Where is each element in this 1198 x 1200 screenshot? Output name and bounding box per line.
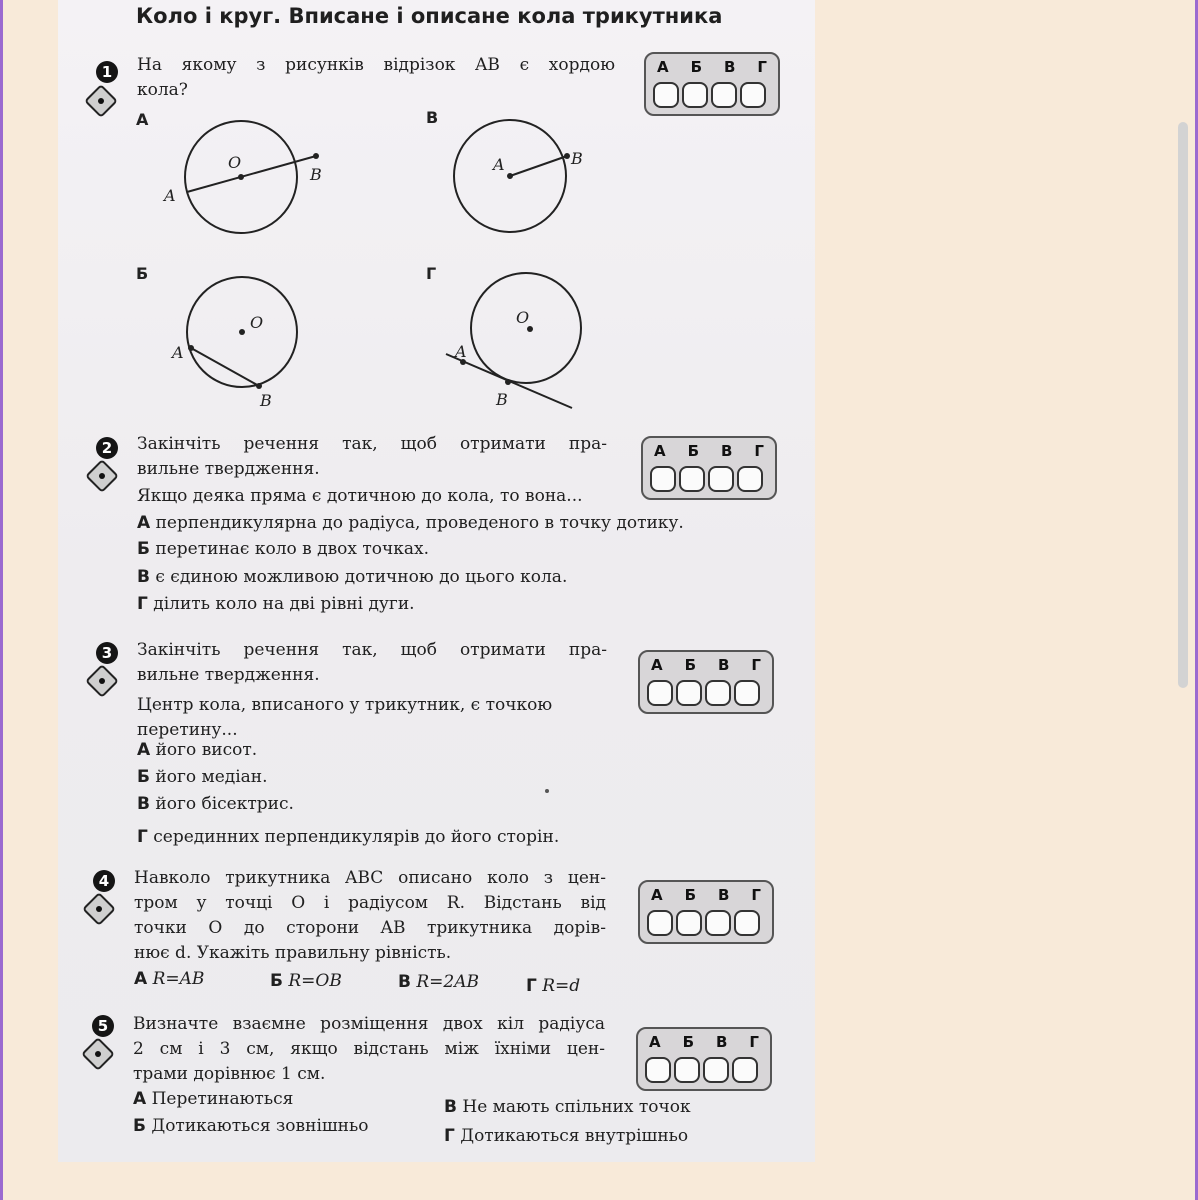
svg-text:B: B (310, 165, 322, 184)
svg-text:O: O (516, 308, 530, 327)
difficulty-diamond-icon (82, 892, 116, 926)
figure-label-g: Г (426, 264, 437, 283)
svg-text:A: A (493, 155, 505, 174)
print-speck (545, 789, 549, 793)
option-a[interactable]: А його висот. (137, 740, 258, 760)
answer-cell-v[interactable] (703, 1057, 729, 1083)
question-2-stem: Якщо деяка пряма є дотичною до кола, то вона... (137, 486, 583, 506)
answer-cell-v[interactable] (705, 680, 731, 706)
svg-text:A: A (164, 186, 176, 205)
option-v[interactable]: В R=2AB (398, 972, 480, 992)
question-4-text: Навколо трикутника ABC описано коло з цен- тром у точці O і радіусом R. Відстань від точки O до сторони AB трикутника дорів- нює d. Укажіть правильну рівність. (134, 868, 606, 963)
option-v[interactable]: В його бісектрис. (137, 794, 294, 814)
svg-text:A: A (172, 343, 184, 362)
window-border-left (0, 0, 3, 1200)
svg-text:B: B (260, 391, 272, 410)
textbook-page (58, 0, 815, 1162)
scrollbar-thumb[interactable] (1178, 122, 1188, 688)
answer-cell-v[interactable] (711, 82, 737, 108)
answer-cell-g[interactable] (734, 680, 760, 706)
option-g[interactable]: Г R=d (526, 976, 581, 996)
option-a[interactable]: А Перетинаються (133, 1089, 294, 1109)
figure-b-chord (162, 266, 352, 416)
answer-box-4: А Б В Г (638, 880, 774, 944)
figure-v-radius (443, 110, 623, 240)
option-b[interactable]: Б перетинає коло в двох точках. (137, 539, 430, 559)
answer-cell-b[interactable] (674, 1057, 700, 1083)
svg-text:A: A (455, 342, 467, 361)
option-v[interactable]: В Не мають спільних точок (444, 1097, 691, 1117)
question-number-2: 2 (96, 437, 118, 459)
option-g[interactable]: Г Дотикаються внутрішньо (444, 1126, 689, 1146)
difficulty-diamond-icon (85, 459, 119, 493)
answer-cell-b[interactable] (679, 466, 705, 492)
answer-cell-b[interactable] (676, 910, 702, 936)
difficulty-diamond-icon (81, 1037, 115, 1071)
question-1-text: На якому з рисунків відрізок AB є хордою кола? (137, 55, 615, 100)
question-number-4: 4 (93, 870, 115, 892)
answer-cell-a[interactable] (645, 1057, 671, 1083)
answer-cell-g[interactable] (734, 910, 760, 936)
question-2-text: Закінчіть речення так, щоб отримати пра- вильне твердження. (137, 434, 607, 479)
answer-cell-v[interactable] (708, 466, 734, 492)
question-3-stem: Центр кола, вписаного у трикутник, є точкою перетину... (137, 695, 553, 740)
answer-box-2: А Б В Г (641, 436, 777, 500)
svg-text:O: O (250, 313, 264, 332)
figure-label-v: В (426, 108, 439, 127)
answer-cell-a[interactable] (650, 466, 676, 492)
difficulty-diamond-icon (84, 84, 118, 118)
svg-text:B: B (571, 149, 583, 168)
question-3-text: Закінчіть речення так, щоб отримати пра- вильне твердження. (137, 640, 607, 685)
answer-box-1: А Б В Г (644, 52, 780, 116)
option-a[interactable]: А R=AB (134, 969, 205, 989)
figure-g-secant (438, 266, 588, 416)
option-b[interactable]: Б R=OB (270, 971, 342, 991)
answer-cell-v[interactable] (705, 910, 731, 936)
answer-cell-b[interactable] (676, 680, 702, 706)
answer-cell-a[interactable] (653, 82, 679, 108)
svg-text:O: O (228, 153, 242, 172)
figure-label-b: Б (136, 264, 149, 283)
option-v[interactable]: В є єдиною можливою дотичною до цього кола. (137, 567, 568, 587)
difficulty-diamond-icon (85, 664, 119, 698)
answer-cell-b[interactable] (682, 82, 708, 108)
question-number-5: 5 (92, 1015, 114, 1037)
question-5-text: Визначте взаємне розміщення двох кіл радіуса 2 см і 3 см, якщо відстань між їхніми цен- трами дорівнює 1 см. (133, 1014, 605, 1084)
figure-label-a: А (136, 110, 149, 129)
answer-cell-a[interactable] (647, 680, 673, 706)
option-a[interactable]: А перпендикулярна до радіуса, проведеного в точку дотику. (137, 513, 684, 533)
option-g[interactable]: Г ділить коло на дві рівні дуги. (137, 594, 415, 614)
answer-cell-g[interactable] (732, 1057, 758, 1083)
answer-cell-g[interactable] (740, 82, 766, 108)
answer-cell-g[interactable] (737, 466, 763, 492)
question-number-3: 3 (96, 642, 118, 664)
question-number-1: 1 (96, 61, 118, 83)
answer-box-3: А Б В Г (638, 650, 774, 714)
figure-a-chord-diameter (158, 108, 348, 248)
option-b[interactable]: Б його медіан. (137, 767, 268, 787)
svg-text:B: B (496, 390, 508, 409)
page-title: Коло і круг. Вписане і описане кола трикутника (136, 4, 723, 28)
option-b[interactable]: Б Дотикаються зовнішньо (133, 1116, 369, 1136)
option-g[interactable]: Г серединних перпендикулярів до його сторін. (137, 827, 560, 847)
answer-cell-a[interactable] (647, 910, 673, 936)
answer-box-5: А Б В Г (636, 1027, 772, 1091)
